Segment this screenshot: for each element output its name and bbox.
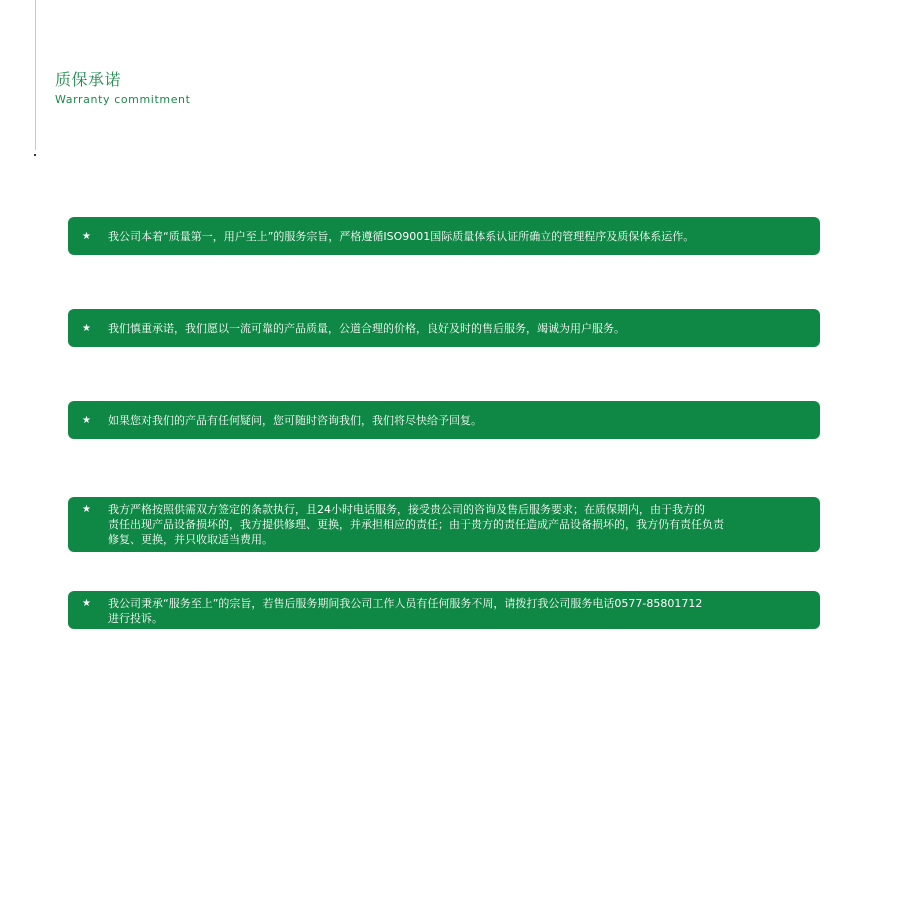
commitment-text-line: 我方严格按照供需双方签定的条款执行，且24小时电话服务，接受贵公司的咨询及售后服务要求；在质保期内，由于我方的: [108, 503, 705, 516]
commitment-text: 如果您对我们的产品有任何疑问，您可随时咨询我们，我们将尽快给予回复。: [108, 413, 482, 427]
commitment-text: 我们慎重承诺，我们愿以一流可靠的产品质量，公道合理的价格，良好及时的售后服务，竭诚为用户服务。: [108, 321, 625, 335]
commitment-item-1: [68, 217, 820, 255]
page-subtitle: Warranty commitment: [55, 93, 191, 106]
commitment-text-line: 修复、更换，并只收取适当费用。: [108, 533, 273, 546]
star-icon: ★: [82, 414, 91, 426]
star-icon: ★: [82, 230, 91, 242]
star-icon: ★: [82, 598, 91, 609]
commitment-item-2: [68, 309, 820, 347]
vertical-rule: [35, 0, 36, 150]
star-icon: ★: [82, 504, 91, 515]
commitment-text: 我公司本着“质量第一，用户至上”的服务宗旨，严格遵循ISO9001国际质量体系认证所确立的管理程序及质保体系运作。: [108, 229, 695, 243]
commitment-text-line: 我公司秉承“服务至上”的宗旨，若售后服务期间我公司工作人员有任何服务不周，请拨打我公司服务电话0577-85801712: [108, 597, 703, 610]
corner-dot: [34, 154, 36, 156]
commitment-text: [108, 502, 724, 547]
star-icon: ★: [82, 322, 91, 334]
commitment-text: [108, 596, 702, 626]
commitment-item-3: [68, 401, 820, 439]
commitment-text-line: 责任出现产品设备损坏的，我方提供修理、更换，并承担相应的责任；由于贵方的责任造成产品设备损坏的，我方仍有责任负责: [108, 518, 724, 531]
page-title: 质保承诺: [55, 70, 122, 89]
commitment-item-4: [68, 497, 820, 552]
commitment-text-line: 进行投诉。: [108, 612, 163, 625]
commitment-item-5: [68, 591, 820, 629]
